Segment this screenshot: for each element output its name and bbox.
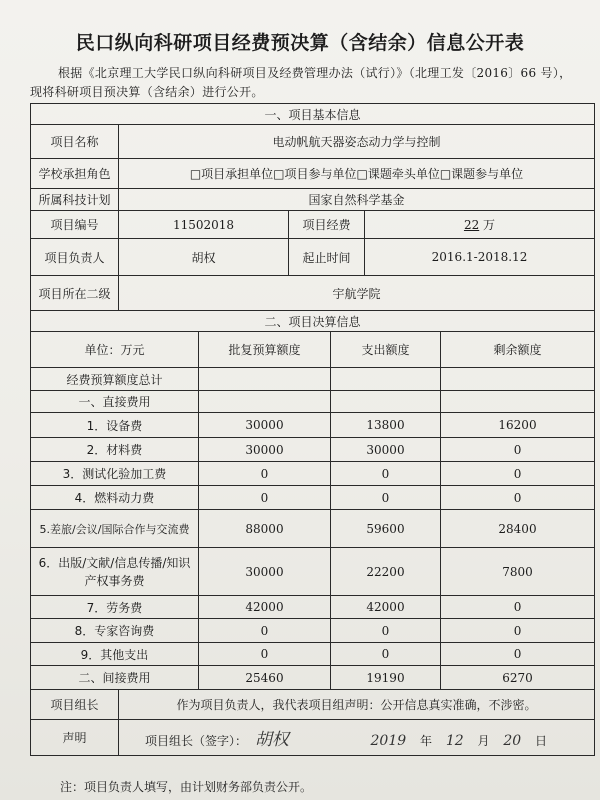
approved-cell: 42000 [199, 596, 331, 619]
handwritten-signature: 胡权 [254, 730, 289, 750]
approved-cell: 25460 [199, 666, 331, 690]
footer-note: 注：项目负责人填写，由计划财务部负责公开。 [60, 780, 313, 794]
section-budget-title: 二、项目决算信息 [31, 311, 595, 332]
remaining-cell: 16200 [441, 413, 595, 438]
row-label: 6．出版/文献/信息传播/知识产权事务费 [31, 548, 199, 596]
day-unit: 日 [534, 734, 547, 748]
school-role-label: 学校承担角色 [31, 159, 119, 189]
intro-paragraph: 根据《北京理工大学民口纵向科研项目及经费管理办法（试行）》（北理工发〔2016〕66 号），现将科研项目预决算（含结余）进行公开。 [30, 66, 572, 99]
remaining-cell [441, 368, 595, 391]
spent-cell: 22200 [331, 548, 441, 596]
sign-label: 项目组长（签字）： [145, 734, 248, 748]
spent-cell: 59600 [331, 510, 441, 548]
approved-cell [199, 368, 331, 391]
period-value: 2016.1-2018.12 [365, 239, 595, 276]
approved-cell: 0 [199, 619, 331, 643]
table-row [31, 510, 595, 548]
spent-cell: 0 [331, 643, 441, 666]
remaining-cell [441, 391, 595, 413]
table-row [31, 643, 595, 666]
row-label: 9．其他支出 [31, 643, 199, 666]
remaining-cell: 0 [441, 462, 595, 486]
table-row [31, 438, 595, 462]
table-row [31, 413, 595, 438]
spent-cell: 13800 [331, 413, 441, 438]
table-row [31, 391, 595, 413]
statement-label-top: 项目组长 [31, 690, 119, 720]
remaining-cell: 6270 [441, 666, 595, 690]
funding-label: 项目经费 [289, 211, 365, 239]
spent-cell [331, 391, 441, 413]
spent-cell: 42000 [331, 596, 441, 619]
remaining-cell: 0 [441, 596, 595, 619]
page-title: 民口纵向科研项目经费预决算（含结余）信息公开表 [75, 32, 525, 54]
approved-cell: 0 [199, 643, 331, 666]
month-unit: 月 [477, 734, 490, 748]
spent-cell: 0 [331, 462, 441, 486]
table-row [31, 486, 595, 510]
signature-line [119, 720, 595, 756]
spent-cell: 0 [331, 619, 441, 643]
statement-table [30, 689, 595, 756]
budget-header-remaining: 剩余额度 [441, 332, 595, 368]
row-label: 7．劳务费 [31, 596, 199, 619]
leader-value: 胡权 [119, 239, 289, 276]
row-label: 二、间接费用 [31, 666, 199, 690]
remaining-cell: 28400 [441, 510, 595, 548]
basic-info-table [30, 103, 595, 311]
statement-label-bottom: 声明 [31, 720, 119, 756]
row-label: 4．燃料动力费 [31, 486, 199, 510]
department-label: 项目所在二级 [31, 276, 119, 311]
remaining-cell: 0 [441, 486, 595, 510]
project-code-value: 11502018 [119, 211, 289, 239]
table-row [31, 368, 595, 391]
funding-amount: 22 [463, 218, 480, 232]
row-label: 3．测试化验加工费 [31, 462, 199, 486]
approved-cell [199, 391, 331, 413]
department-value: 宇航学院 [119, 276, 595, 311]
remaining-cell: 0 [441, 619, 595, 643]
budget-table [30, 310, 595, 690]
sign-day: 20 [503, 733, 522, 749]
section-basic-title: 一、项目基本信息 [31, 104, 595, 125]
table-row [31, 596, 595, 619]
row-label: 一、直接费用 [31, 391, 199, 413]
sign-month: 12 [445, 733, 464, 749]
remaining-cell: 0 [441, 438, 595, 462]
approved-cell: 30000 [199, 438, 331, 462]
period-label: 起止时间 [289, 239, 365, 276]
approved-cell: 0 [199, 486, 331, 510]
row-label: 1．设备费 [31, 413, 199, 438]
info-form [30, 103, 594, 756]
row-label: 8．专家咨询费 [31, 619, 199, 643]
leader-label: 项目负责人 [31, 239, 119, 276]
table-row [31, 666, 595, 690]
table-row [31, 462, 595, 486]
sign-year: 2019 [370, 733, 407, 749]
approved-cell: 30000 [199, 413, 331, 438]
table-row [31, 548, 595, 596]
spent-cell: 30000 [331, 438, 441, 462]
approved-cell: 88000 [199, 510, 331, 548]
project-code-label: 项目编号 [31, 211, 119, 239]
row-label: 2．材料费 [31, 438, 199, 462]
budget-header-approved: 批复预算额度 [199, 332, 331, 368]
remaining-cell: 7800 [441, 548, 595, 596]
table-row [31, 619, 595, 643]
budget-header-unit: 单位：万元 [31, 332, 199, 368]
approved-cell: 30000 [199, 548, 331, 596]
plan-label: 所属科技计划 [31, 189, 119, 211]
spent-cell: 0 [331, 486, 441, 510]
remaining-cell: 0 [441, 643, 595, 666]
school-role-value: □项目承担单位□项目参与单位□课题牵头单位□课题参与单位 [119, 159, 595, 189]
project-name-value: 电动帆航天器姿态动力学与控制 [119, 125, 595, 159]
plan-value: 国家自然科学基金 [119, 189, 595, 211]
spent-cell: 19190 [331, 666, 441, 690]
approved-cell: 0 [199, 462, 331, 486]
row-label: 经费预算额度总计 [31, 368, 199, 391]
statement-text: 作为项目负责人，我代表项目组声明：公开信息真实准确，不涉密。 [119, 690, 595, 720]
project-name-label: 项目名称 [31, 125, 119, 159]
spent-cell [331, 368, 441, 391]
funding-value-cell [365, 211, 595, 239]
year-unit: 年 [419, 734, 432, 748]
funding-unit: 万 [483, 218, 496, 232]
row-label: 5.差旅/会议/国际合作与交流费 [31, 510, 199, 548]
budget-header-spent: 支出额度 [331, 332, 441, 368]
